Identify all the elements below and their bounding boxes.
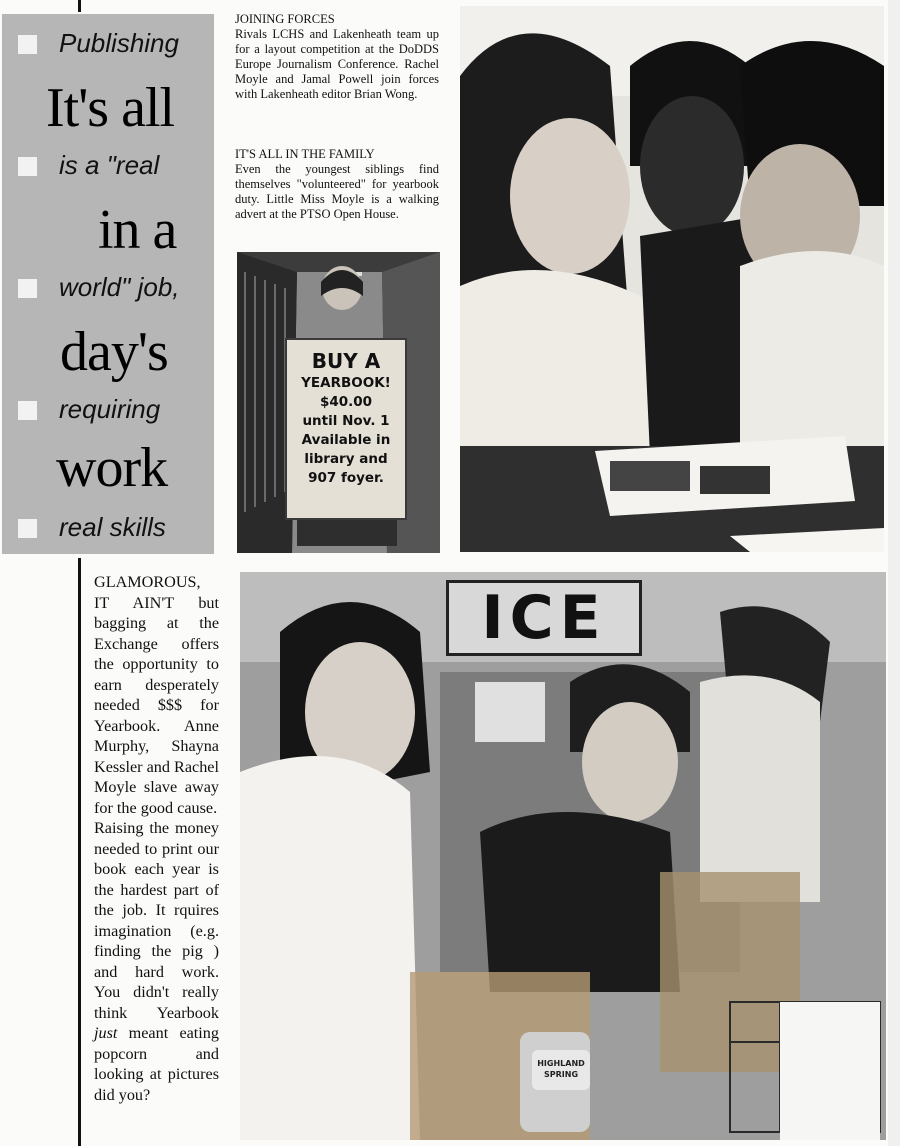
sign-line: BUY A (311, 349, 381, 373)
caption-text: Rivals LCHS and Lakenheath team up for a layout competition at the DoDDS Europe Journalism Conference. Rachel Moyle and Jamal Powell join forces with Lakenheath editor Brian Wong. (235, 27, 439, 101)
page-edge (888, 0, 900, 1146)
photo-joining-forces (460, 6, 884, 552)
caption-heading: JOINING FORCES (235, 12, 335, 26)
students-illustration (460, 6, 884, 552)
body-paragraph-2 (94, 818, 219, 1105)
caption-family (235, 147, 439, 222)
column-rule (78, 558, 81, 1146)
sign-line: library and (304, 451, 388, 467)
sidebar-headline-1: It's all (46, 77, 175, 139)
caption-joining-forces (235, 12, 439, 102)
headline-sidebar: Publishing It's all is a "real in a world" job, day's requiring work real skills (2, 14, 214, 554)
bullet-square-icon (18, 279, 37, 298)
caption-heading: IT'S ALL IN THE FAMILY (235, 147, 375, 161)
caption-text: Even the youngest siblings find themselves "volunteered" for yearbook duty. Little Miss Moyle is a walking advert at the PTSO Open House. (235, 162, 439, 221)
photo-bagging-exchange (240, 572, 886, 1140)
body-text-column (94, 572, 219, 1105)
buy-yearbook-sign (285, 338, 407, 520)
bullet-square-icon (18, 157, 37, 176)
sidebar-headline-2: in a (98, 199, 177, 261)
sidebar-headline-4: work (56, 437, 168, 499)
body-lead: GLAMOROUS, IT AIN'T (94, 573, 201, 612)
water-bottle-label: HIGHLAND SPRING (532, 1050, 590, 1090)
bullet-square-icon (18, 401, 37, 420)
photo-hallway-sign (237, 252, 440, 553)
body-emphasis: just (94, 1024, 118, 1042)
bullet-square-icon (18, 519, 37, 538)
sign-line: $40.00 (319, 394, 373, 410)
body-text: Raising the money needed to print our book each year is the hardest part of the job. It rquires imagination (e.g. finding the pig ) and hard work. You didn't really think Yearbook (94, 819, 219, 1022)
sign-line: until Nov. 1 (302, 413, 390, 429)
sign-line: YEARBOOK! (301, 375, 391, 391)
body-paragraph-1 (94, 572, 219, 818)
bullet-square-icon (18, 35, 37, 54)
body-text: meant eating popcorn and looking at pictures did you? (94, 1024, 219, 1104)
body-text: but bagging at the Exchange offers the opportunity to earn desperately needed $$$ for Yearbook. Anne Murphy, Shayna Kessler and Rachel Moyle slave away for the good cause. (94, 593, 219, 817)
sidebar-headline-3: day's (60, 321, 168, 383)
top-rule (78, 0, 81, 12)
sign-line: Available in (301, 432, 391, 448)
sign-line: 907 foyer. (308, 470, 384, 486)
ice-sign: ICE (446, 580, 642, 656)
